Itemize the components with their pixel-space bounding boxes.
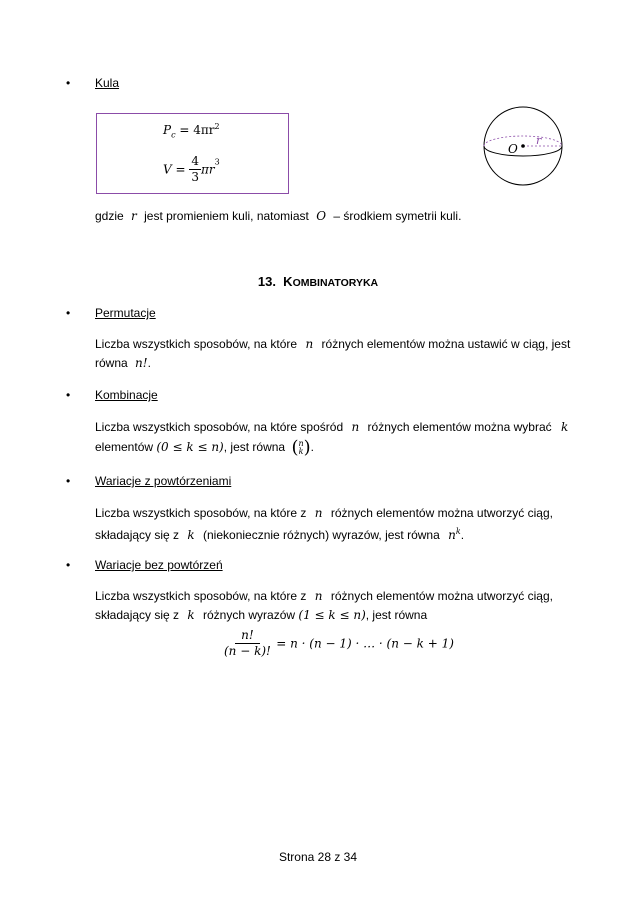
- math-exponent-k: k: [455, 527, 461, 536]
- formula-area-lhs: P: [163, 123, 172, 137]
- text: Liczba wszystkich sposobów, na które z: [95, 506, 307, 520]
- text: jest promieniem kuli, natomiast: [144, 209, 309, 223]
- fraction-numerator: n!: [235, 628, 260, 644]
- text: różnych elementów można utworzyć ciąg,: [330, 506, 553, 520]
- wariacje-z-line-1: [95, 503, 553, 523]
- heading-wariacje-z-powtorzeniami: Wariacje z powtórzeniami: [95, 474, 232, 488]
- section-title-first: K: [283, 274, 293, 289]
- formula-volume-lhs: V =: [163, 162, 190, 177]
- text: różnych elementów można ustawić w ciąg, jest: [321, 337, 571, 351]
- kula-description: [95, 206, 461, 226]
- kombinacje-line-2: [95, 437, 314, 457]
- formula-variations-rhs: = n · (n − 1) · … · (n − k + 1): [276, 636, 454, 651]
- section-title-rest: OMBINATORYKA: [292, 277, 379, 289]
- formula-area-sub: c: [171, 130, 176, 140]
- math-n: n: [314, 589, 323, 603]
- section-number: 13.: [257, 274, 276, 289]
- bullet: •: [66, 306, 71, 320]
- text: .: [310, 440, 315, 454]
- kombinacje-line-1: [95, 417, 568, 437]
- math-o: O: [316, 209, 327, 223]
- text: równa: [95, 356, 128, 370]
- fraction-denominator: 3: [191, 170, 199, 184]
- wariacje-z-line-2: [95, 522, 464, 545]
- text: różnych elementów można wybrać: [367, 420, 552, 434]
- text: elementów: [95, 440, 154, 454]
- label-r: r: [536, 134, 542, 147]
- text: składający się z: [95, 528, 180, 542]
- text: – środkiem symetrii kuli.: [333, 209, 462, 223]
- math-range: (1 ≤ k ≤ n): [298, 608, 366, 622]
- center-point: [521, 144, 525, 148]
- text: .: [147, 356, 151, 370]
- text: Liczba wszystkich sposobów, na które: [95, 337, 298, 351]
- math-k: k: [187, 608, 195, 622]
- bullet: •: [66, 558, 71, 572]
- text: .: [460, 528, 465, 542]
- formula-volume-exp: 3: [214, 157, 220, 167]
- math-k: k: [187, 528, 195, 542]
- formula-volume-rhs: πr: [201, 162, 215, 177]
- binom-top: n: [298, 438, 304, 448]
- text: , jest równa: [365, 608, 428, 622]
- math-factorial: n!: [135, 356, 148, 370]
- math-n: n: [314, 506, 323, 520]
- binomial-coefficient: ( n k ): [291, 436, 311, 458]
- formula-variations: [222, 628, 454, 659]
- formula-variations-fraction: [222, 628, 273, 659]
- math-range: (0 ≤ k ≤ n): [156, 440, 224, 454]
- bullet: •: [66, 474, 71, 488]
- bullet: •: [66, 76, 71, 90]
- formula-area-rhs: = 4πr: [175, 123, 215, 137]
- sphere-figure: [480, 103, 566, 189]
- permutacje-line-1: [95, 334, 570, 354]
- math-n: n: [351, 420, 360, 434]
- formula-area: [163, 122, 220, 139]
- label-o: O: [508, 142, 518, 156]
- text: (niekoniecznie różnych) wyrazów, jest równa: [203, 528, 440, 542]
- text: gdzie: [95, 209, 124, 223]
- text: różnych elementów można utworzyć ciąg,: [330, 589, 553, 603]
- math-r: r: [131, 209, 137, 223]
- heading-kombinacje: Kombinacje: [95, 388, 158, 402]
- heading-permutacje: Permutacje: [95, 306, 156, 320]
- binom-bottom: k: [298, 446, 304, 456]
- page-footer: Strona 28 z 34: [278, 850, 358, 864]
- wariacje-bez-line-1: [95, 586, 553, 606]
- bullet: •: [66, 388, 71, 402]
- math-k: k: [560, 420, 569, 434]
- fraction-numerator: 4: [191, 154, 199, 168]
- formula-box-kula: [96, 113, 289, 194]
- heading-wariacje-bez-powtorzen: Wariacje bez powtórzeń: [95, 558, 223, 572]
- text: Liczba wszystkich sposobów, na które spośród: [95, 420, 344, 434]
- formula-area-exp: 2: [214, 122, 220, 131]
- heading-kula: Kula: [95, 76, 120, 90]
- formula-volume: [163, 154, 220, 185]
- text: Liczba wszystkich sposobów, na które z: [95, 589, 307, 603]
- formula-volume-fraction: [189, 154, 201, 185]
- fraction-denominator: (n − k)!: [224, 644, 271, 658]
- math-n: n: [448, 528, 456, 542]
- text: różnych wyrazów: [203, 608, 296, 622]
- permutacje-line-2: [95, 353, 151, 373]
- text: składający się z: [95, 608, 180, 622]
- text: , jest równa: [223, 440, 286, 454]
- wariacje-bez-line-2: [95, 605, 427, 625]
- math-n: n: [305, 337, 314, 351]
- section-title: [0, 274, 636, 289]
